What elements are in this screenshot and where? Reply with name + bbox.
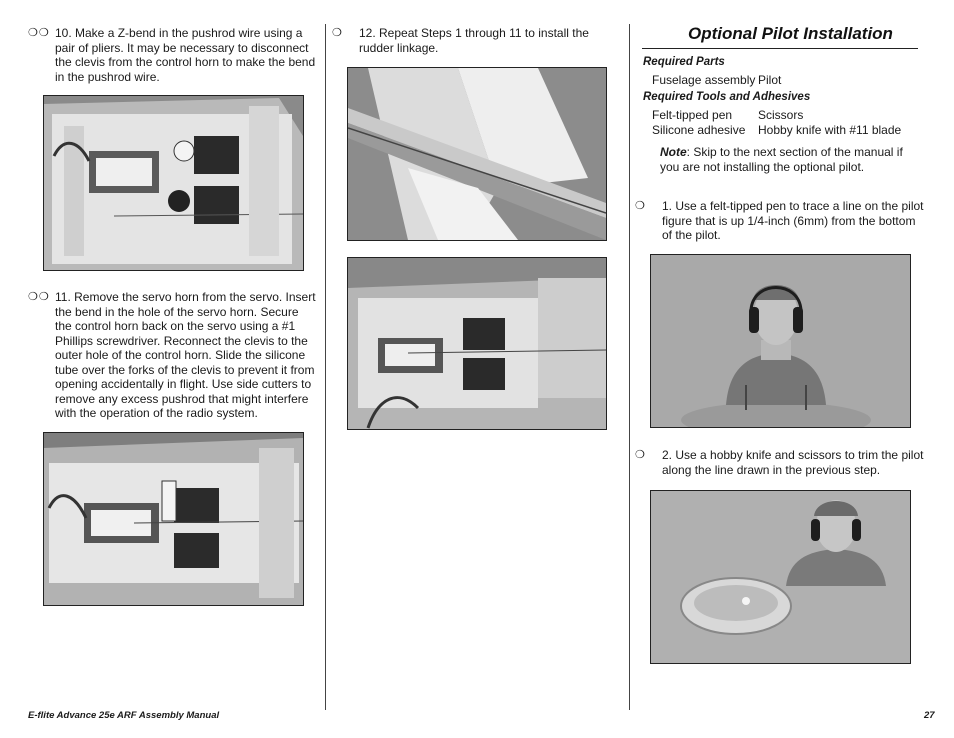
- step-12-text: 12. Repeat Steps 1 through 11 to install the rudder linkage.: [359, 26, 589, 55]
- step-1: [635, 199, 925, 245]
- photo-pilot-figure: [650, 254, 911, 428]
- tool-scissors: Scissors: [758, 108, 804, 122]
- photo-pilot-trimmed: [650, 490, 911, 664]
- step-2-text: 2. Use a hobby knife and scissors to trim the pilot along the line drawn in the previous step.: [662, 448, 924, 477]
- tool-hobby-knife: Hobby knife with #11 blade: [758, 123, 902, 137]
- photo-servo-control-horn: [43, 432, 304, 606]
- step-10-text: 10. Make a Z-bend in the pushrod wire using a pair of pliers. It may be necessary to disconnect the clevis from the control horn to make the bend in the pushrod wire.: [55, 26, 316, 84]
- step-10: [28, 26, 320, 86]
- tool-felt-pen: Felt-tipped pen: [652, 108, 733, 122]
- checkbox-bullet: ❍: [332, 27, 343, 39]
- checkbox-bullet-double: ❍❍: [28, 291, 50, 303]
- section-heading: Optional Pilot Installation: [688, 24, 893, 43]
- required-parts-label: Required Parts: [643, 56, 725, 68]
- page-number: 27: [924, 710, 935, 721]
- step-12: [332, 26, 602, 58]
- checkbox-bullet: ❍: [635, 200, 646, 212]
- checkbox-bullet: ❍: [635, 449, 646, 461]
- heading-underline: [642, 48, 918, 49]
- checkbox-bullet-double: ❍❍: [28, 27, 50, 39]
- photo-rudder-linkage: [347, 67, 607, 241]
- required-tools-label: Required Tools and Adhesives: [643, 91, 811, 103]
- step-1-text: 1. Use a felt-tipped pen to trace a line on the pilot figure that is up 1/4-inch (6mm) from the bottom of the pilot.: [662, 199, 924, 242]
- photo-servo-pushrod-zbend: [43, 95, 304, 271]
- note-text: : Skip to the next section of the manual if you are not installing the optional pilot.: [660, 145, 903, 174]
- column-divider-2: [629, 24, 630, 710]
- note: [660, 145, 910, 174]
- photo-rudder-servo-installed: [347, 257, 607, 430]
- tool-silicone: Silicone adhesive: [652, 123, 746, 137]
- part-fuselage: Fuselage assembly: [652, 73, 756, 87]
- step-11: [28, 290, 320, 425]
- note-label: Note: [660, 145, 687, 159]
- column-divider-1: [325, 24, 326, 710]
- part-pilot: Pilot: [758, 73, 782, 87]
- footer-title: E-flite Advance 25e ARF Assembly Manual: [28, 710, 220, 721]
- step-11-text: 11. Remove the servo horn from the servo. Insert the bend in the hole of the servo horn. Secure the control horn back on the servo using a #1 Phillips screwdriver. Reconnect the clevis to the outer hole of the control horn. Slide the silicone tube over the forks of the clevis to prevent it from opening accidentally in flight. Use side cutters to remove any excess pushrod that might interfere with the operation of the radio system.: [55, 290, 316, 420]
- step-2: [635, 448, 925, 480]
